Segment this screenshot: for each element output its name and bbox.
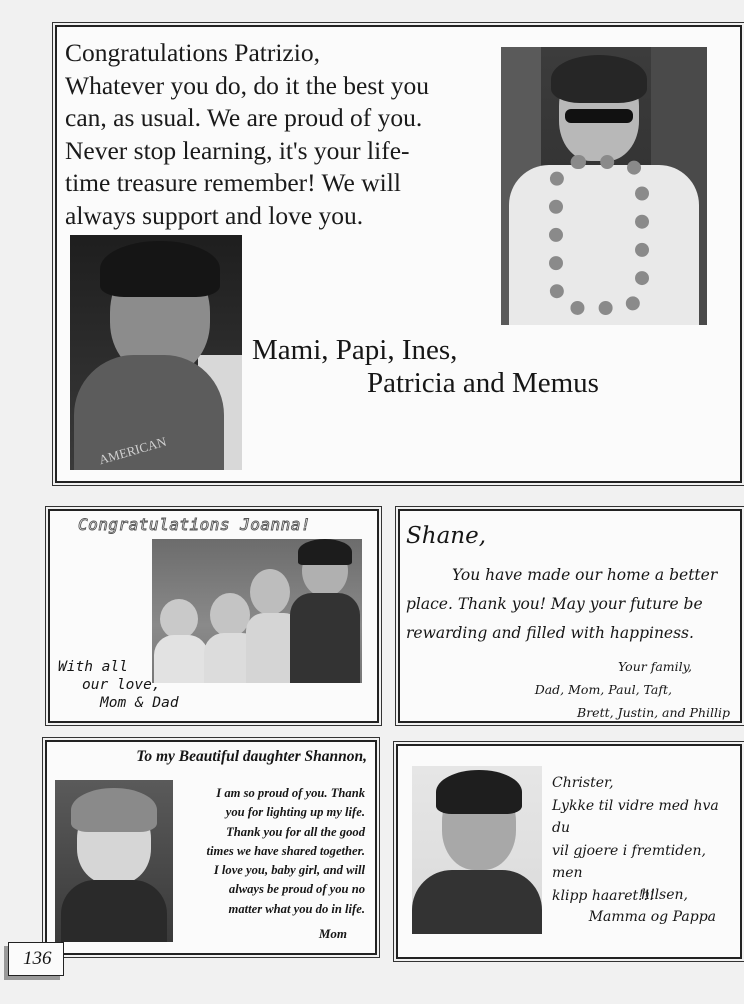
- christer-line: Lykke til vidre med hva du: [552, 797, 719, 836]
- christer-line: Christer,: [552, 775, 614, 791]
- patrizio-ad: [55, 25, 742, 483]
- shannon-line: I love you, baby girl, and will: [213, 863, 365, 878]
- joanna-children-photo: [152, 539, 362, 683]
- joanna-signature: [58, 658, 179, 712]
- shannon-line: always be proud of you no: [228, 882, 365, 897]
- christer-line: klipp haaret!!!: [552, 887, 656, 904]
- shane-line: rewarding and filled with happiness.: [406, 624, 694, 642]
- patrizio-line: Whatever you do, do it the best you: [65, 70, 429, 100]
- shannon-title: To my Beautiful daughter Shannon,: [136, 748, 367, 765]
- joanna-title: Congratulations Joanna!: [78, 515, 312, 534]
- patrizio-shirt-text: AMERICAN: [97, 433, 168, 468]
- patrizio-lei-photo: [501, 47, 707, 325]
- shane-greeting: Shane,: [406, 523, 487, 549]
- shannon-girl-photo: [55, 780, 173, 942]
- shannon-ad: [45, 740, 377, 955]
- shane-line: You have made our home a better: [452, 566, 718, 584]
- shane-signature-line: Brett, Justin, and Phillip: [577, 705, 730, 720]
- joanna-signature-line: our love,: [82, 677, 161, 693]
- patrizio-line: Congratulations Patrizio,: [65, 38, 320, 67]
- christer-signature-line: Mamma og Pappa: [588, 909, 716, 925]
- shannon-line: Thank you for all the good: [226, 824, 365, 839]
- patrizio-signature-line2: Patricia and Memus: [367, 367, 599, 399]
- christer-signature-line: hilsen,: [641, 887, 688, 903]
- patrizio-message: [65, 37, 429, 232]
- shane-signature-line: Your family,: [618, 659, 692, 674]
- shannon-line: you for lighting up my life.: [225, 805, 365, 820]
- patrizio-line: time treasure remember! We will: [65, 168, 401, 197]
- patrizio-line: can, as usual. We are proud of you.: [65, 103, 423, 132]
- patrizio-portrait-photo: [70, 235, 242, 470]
- patrizio-signature-line1: Mami, Papi, Ines,: [252, 334, 458, 366]
- page-number: 136: [23, 948, 52, 969]
- shane-ad: [398, 509, 742, 723]
- joanna-signature-line: With all: [58, 659, 128, 675]
- christer-line: vil gjoere i fremtiden, men: [552, 842, 706, 881]
- shane-signature-line: Dad, Mom, Paul, Taft,: [534, 682, 672, 697]
- shannon-signature: Mom: [318, 926, 347, 941]
- patrizio-line: always support and love you.: [65, 200, 364, 230]
- shannon-message: [207, 784, 365, 919]
- joanna-ad: [48, 509, 379, 723]
- shannon-line: times we have shared together.: [206, 843, 365, 858]
- christer-signature: [589, 884, 716, 928]
- shannon-line: matter what you do in life.: [228, 901, 365, 916]
- page-number-box: [8, 942, 64, 976]
- shane-line: place. Thank you! May your future be: [406, 595, 703, 613]
- shannon-line: I am so proud of you. Thank: [216, 786, 365, 800]
- shane-message: [406, 561, 717, 648]
- christer-portrait-photo: [412, 766, 542, 934]
- patrizio-line: Never stop learning, it's your life-: [65, 135, 410, 165]
- joanna-signature-line: Mom & Dad: [100, 695, 179, 711]
- shane-signature: [535, 655, 730, 723]
- christer-ad: [396, 744, 742, 959]
